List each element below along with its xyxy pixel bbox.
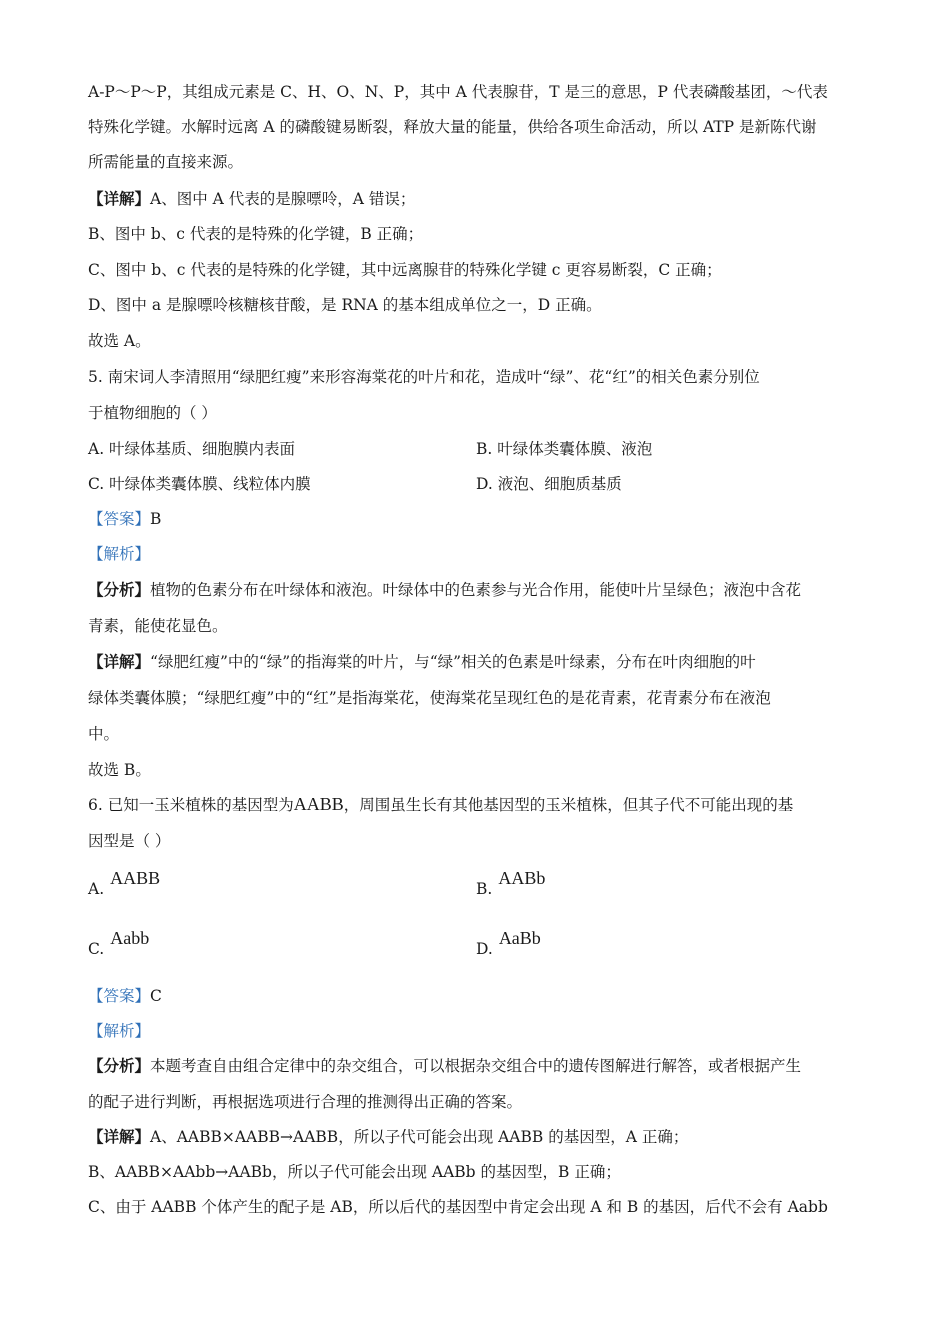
detail-text: “绿肥红瘦”中的“绿”的指海棠的叶片，与“绿”相关的色素是叶绿素，分布在叶肉细胞的叶 <box>150 653 756 671</box>
q6-option-a <box>88 868 161 899</box>
answer-tag: 【答案】 <box>88 987 151 1005</box>
q6-option-b <box>476 868 546 899</box>
q6-fenxi <box>88 1056 801 1076</box>
fenxi-tag: 【分析】 <box>88 580 151 599</box>
option-genotype: AaBb <box>498 928 541 948</box>
answer-value: C <box>150 987 162 1005</box>
paragraph-line: A-P～P～P，其组成元素是 C、H、O、N、P，其中 A 代表腺苷，T 是三的意思，P 代表磷酸基团，～代表 <box>88 83 828 101</box>
q5-detail <box>88 652 756 672</box>
question-6-stem <box>88 794 793 815</box>
analysis-tag: 【解析】 <box>88 545 151 563</box>
paragraph-line: 特殊化学键。水解时远离 A 的磷酸键易断裂，释放大量的能量，供给各项生命活动，所以 ATP 是新陈代谢 <box>88 118 817 136</box>
detail-tag: 【详解】 <box>88 1127 151 1146</box>
answer-value: B <box>150 510 162 528</box>
fenxi-tag: 【分析】 <box>88 1056 151 1075</box>
fenxi-text: 本题考查自由组合定律中的杂交组合，可以根据杂交组合中的遗传图解进行解答，或者根据产生 <box>150 1057 802 1075</box>
option-label: A. <box>88 880 105 898</box>
stem-text: ，周围虽生长有其他基因型的玉米植株，但其子代不可能出现的基 <box>343 796 794 814</box>
conclusion: 故选 B。 <box>88 761 151 779</box>
conclusion: 故选 A。 <box>88 332 151 350</box>
option-label: C. <box>88 940 105 958</box>
q5-option-a: A. 叶绿体基质、细胞膜内表面 <box>88 440 296 458</box>
paragraph-line: 所需能量的直接来源。 <box>88 153 244 171</box>
q5-detail: 中。 <box>88 725 120 743</box>
answer-tag: 【答案】 <box>88 510 151 528</box>
q6-option-c <box>88 928 150 959</box>
detail-line <box>88 189 415 209</box>
q6-detail: C、由于 AABB 个体产生的配子是 AB，所以后代的基因型中肯定会出现 A 和 B 的基因，后代不会有 Aabb <box>88 1198 828 1216</box>
q5-option-d: D. 液泡、细胞质基质 <box>476 475 622 493</box>
question-5-stem: 5. 南宋词人李清照用“绿肥红瘦”来形容海棠花的叶片和花，造成叶“绿”、花“红”的相关色素分别位 <box>88 368 760 386</box>
detail-text: A、图中 A 代表的是腺嘌呤，A 错误； <box>150 190 416 208</box>
stem-genotype: AABB <box>293 794 344 814</box>
detail-line: B、图中 b、c 代表的是特殊的化学键，B 正确； <box>88 225 424 243</box>
q5-detail: 绿体类囊体膜；“绿肥红瘦”中的“红”是指海棠花，使海棠花呈现红色的是花青素，花青素分布在液泡 <box>88 689 771 707</box>
q6-fenxi: 的配子进行判断，再根据选项进行合理的推测得出正确的答案。 <box>88 1093 523 1111</box>
detail-tag: 【详解】 <box>88 189 151 208</box>
q6-option-d <box>476 928 541 959</box>
q6-answer <box>88 986 162 1006</box>
q5-option-c: C. 叶绿体类囊体膜、线粒体内膜 <box>88 475 311 493</box>
analysis-tag: 【解析】 <box>88 1022 151 1040</box>
q5-fenxi: 青素，能使花显色。 <box>88 617 228 635</box>
question-6-stem: 因型是（ ） <box>88 832 171 850</box>
option-label: D. <box>476 940 493 958</box>
stem-text: 6. 已知一玉米植株的基因型为 <box>88 796 294 814</box>
detail-text: A、AABB×AABB→AABB，所以子代可能会出现 AABB 的基因型，A 正确； <box>150 1128 689 1146</box>
q5-option-b: B. 叶绿体类囊体膜、液泡 <box>476 440 653 458</box>
option-label: B. <box>476 880 493 898</box>
q5-answer <box>88 509 161 529</box>
fenxi-text: 植物的色素分布在叶绿体和液泡。叶绿体中的色素参与光合作用，能使叶片呈绿色；液泡中含花 <box>150 581 802 599</box>
detail-line: D、图中 a 是腺嘌呤核糖核苷酸，是 RNA 的基本组成单位之一，D 正确。 <box>88 296 602 314</box>
option-genotype: AABb <box>498 868 546 888</box>
q6-detail: B、AABB×AAbb→AABb，所以子代可能会出现 AABb 的基因型，B 正确； <box>88 1163 621 1181</box>
q5-fenxi <box>88 580 801 600</box>
option-genotype: AABB <box>110 868 161 888</box>
detail-tag: 【详解】 <box>88 652 151 671</box>
detail-line: C、图中 b、c 代表的是特殊的化学键，其中远离腺苷的特殊化学键 c 更容易断裂，C 正确； <box>88 261 722 279</box>
option-genotype: Aabb <box>110 928 150 948</box>
question-5-stem: 于植物细胞的（ ） <box>88 404 217 422</box>
q6-detail <box>88 1127 688 1147</box>
